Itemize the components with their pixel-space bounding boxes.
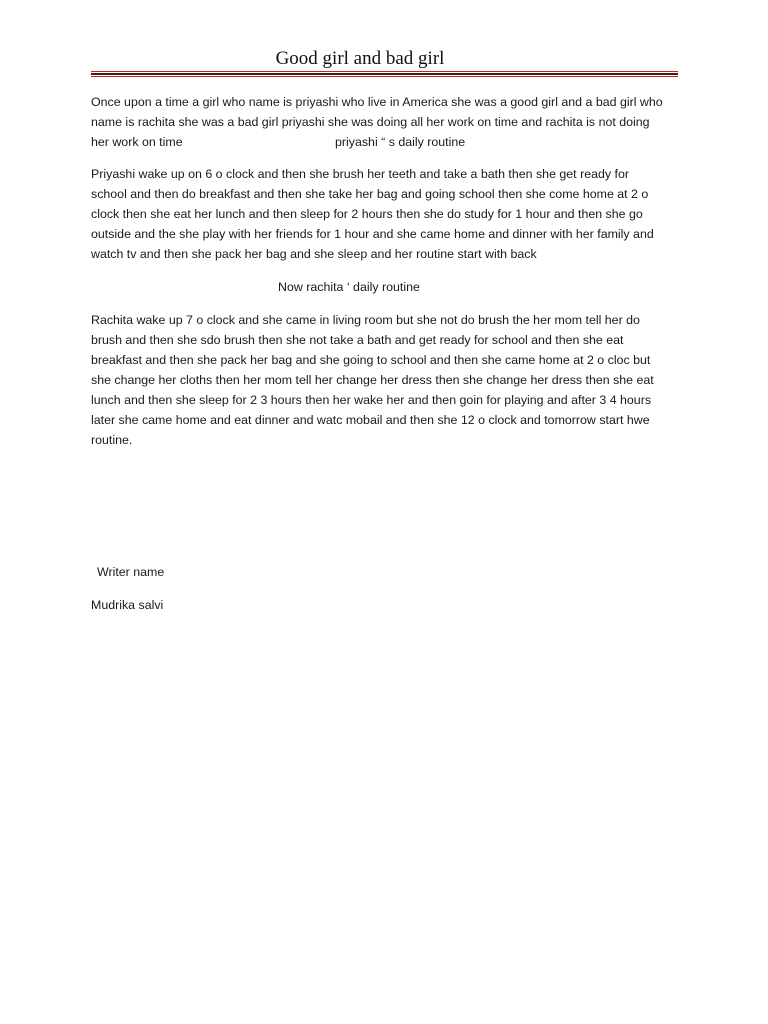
rule-line-middle bbox=[91, 73, 678, 75]
rachita-routine-heading: Now rachita ‘ daily routine bbox=[278, 280, 420, 294]
rule-line-top bbox=[91, 71, 678, 72]
intro-paragraph: Once upon a time a girl who name is priyashi who live in America she was a good girl and a bad girl who name is rachita she was a bad girl priyashi she was doing all her work on time and rachita is not doing her work on time bbox=[91, 95, 663, 149]
priyashi-routine-heading: priyashi “ s daily routine bbox=[335, 135, 466, 149]
rule-line-bottom bbox=[91, 76, 678, 77]
priyashi-routine-paragraph: Priyashi wake up on 6 o clock and then she brush her teeth and take a bath then she get ready for school and then do breakfast and then she take her bag and going school then she come home at 2 o clock then she eat her lunch and then sleep for 2 hours then she do study for 1 hour and then she go outside and the she play with her friends for 1 hour and she came home and dinner with her family and watch tv and then she pack her bag and she sleep and her routine start with back bbox=[91, 167, 654, 261]
writer-name: Mudrika salvi bbox=[91, 598, 164, 612]
title-underline bbox=[91, 71, 678, 77]
document-title: Good girl and bad girl bbox=[275, 48, 445, 69]
writer-label: Writer name bbox=[97, 565, 165, 579]
rachita-routine-paragraph: Rachita wake up 7 o clock and she came in living room but she not do brush the her mom tell her do brush and then she sdo brush then she not take a bath and get ready for school and then she eat breakfast and then she pack her bag and she going to school and then she came home at 2 o cloc but she change her cloths then her mom tell her change her dress then she change her dress then she eat lunch and then she sleep for 2 3 hours then her wake her and then goin for playing and after 3 4 hours later she came home and eat dinner and watc mobail and then she 12 o clock and tomorrow start hwe routine. bbox=[91, 313, 654, 447]
